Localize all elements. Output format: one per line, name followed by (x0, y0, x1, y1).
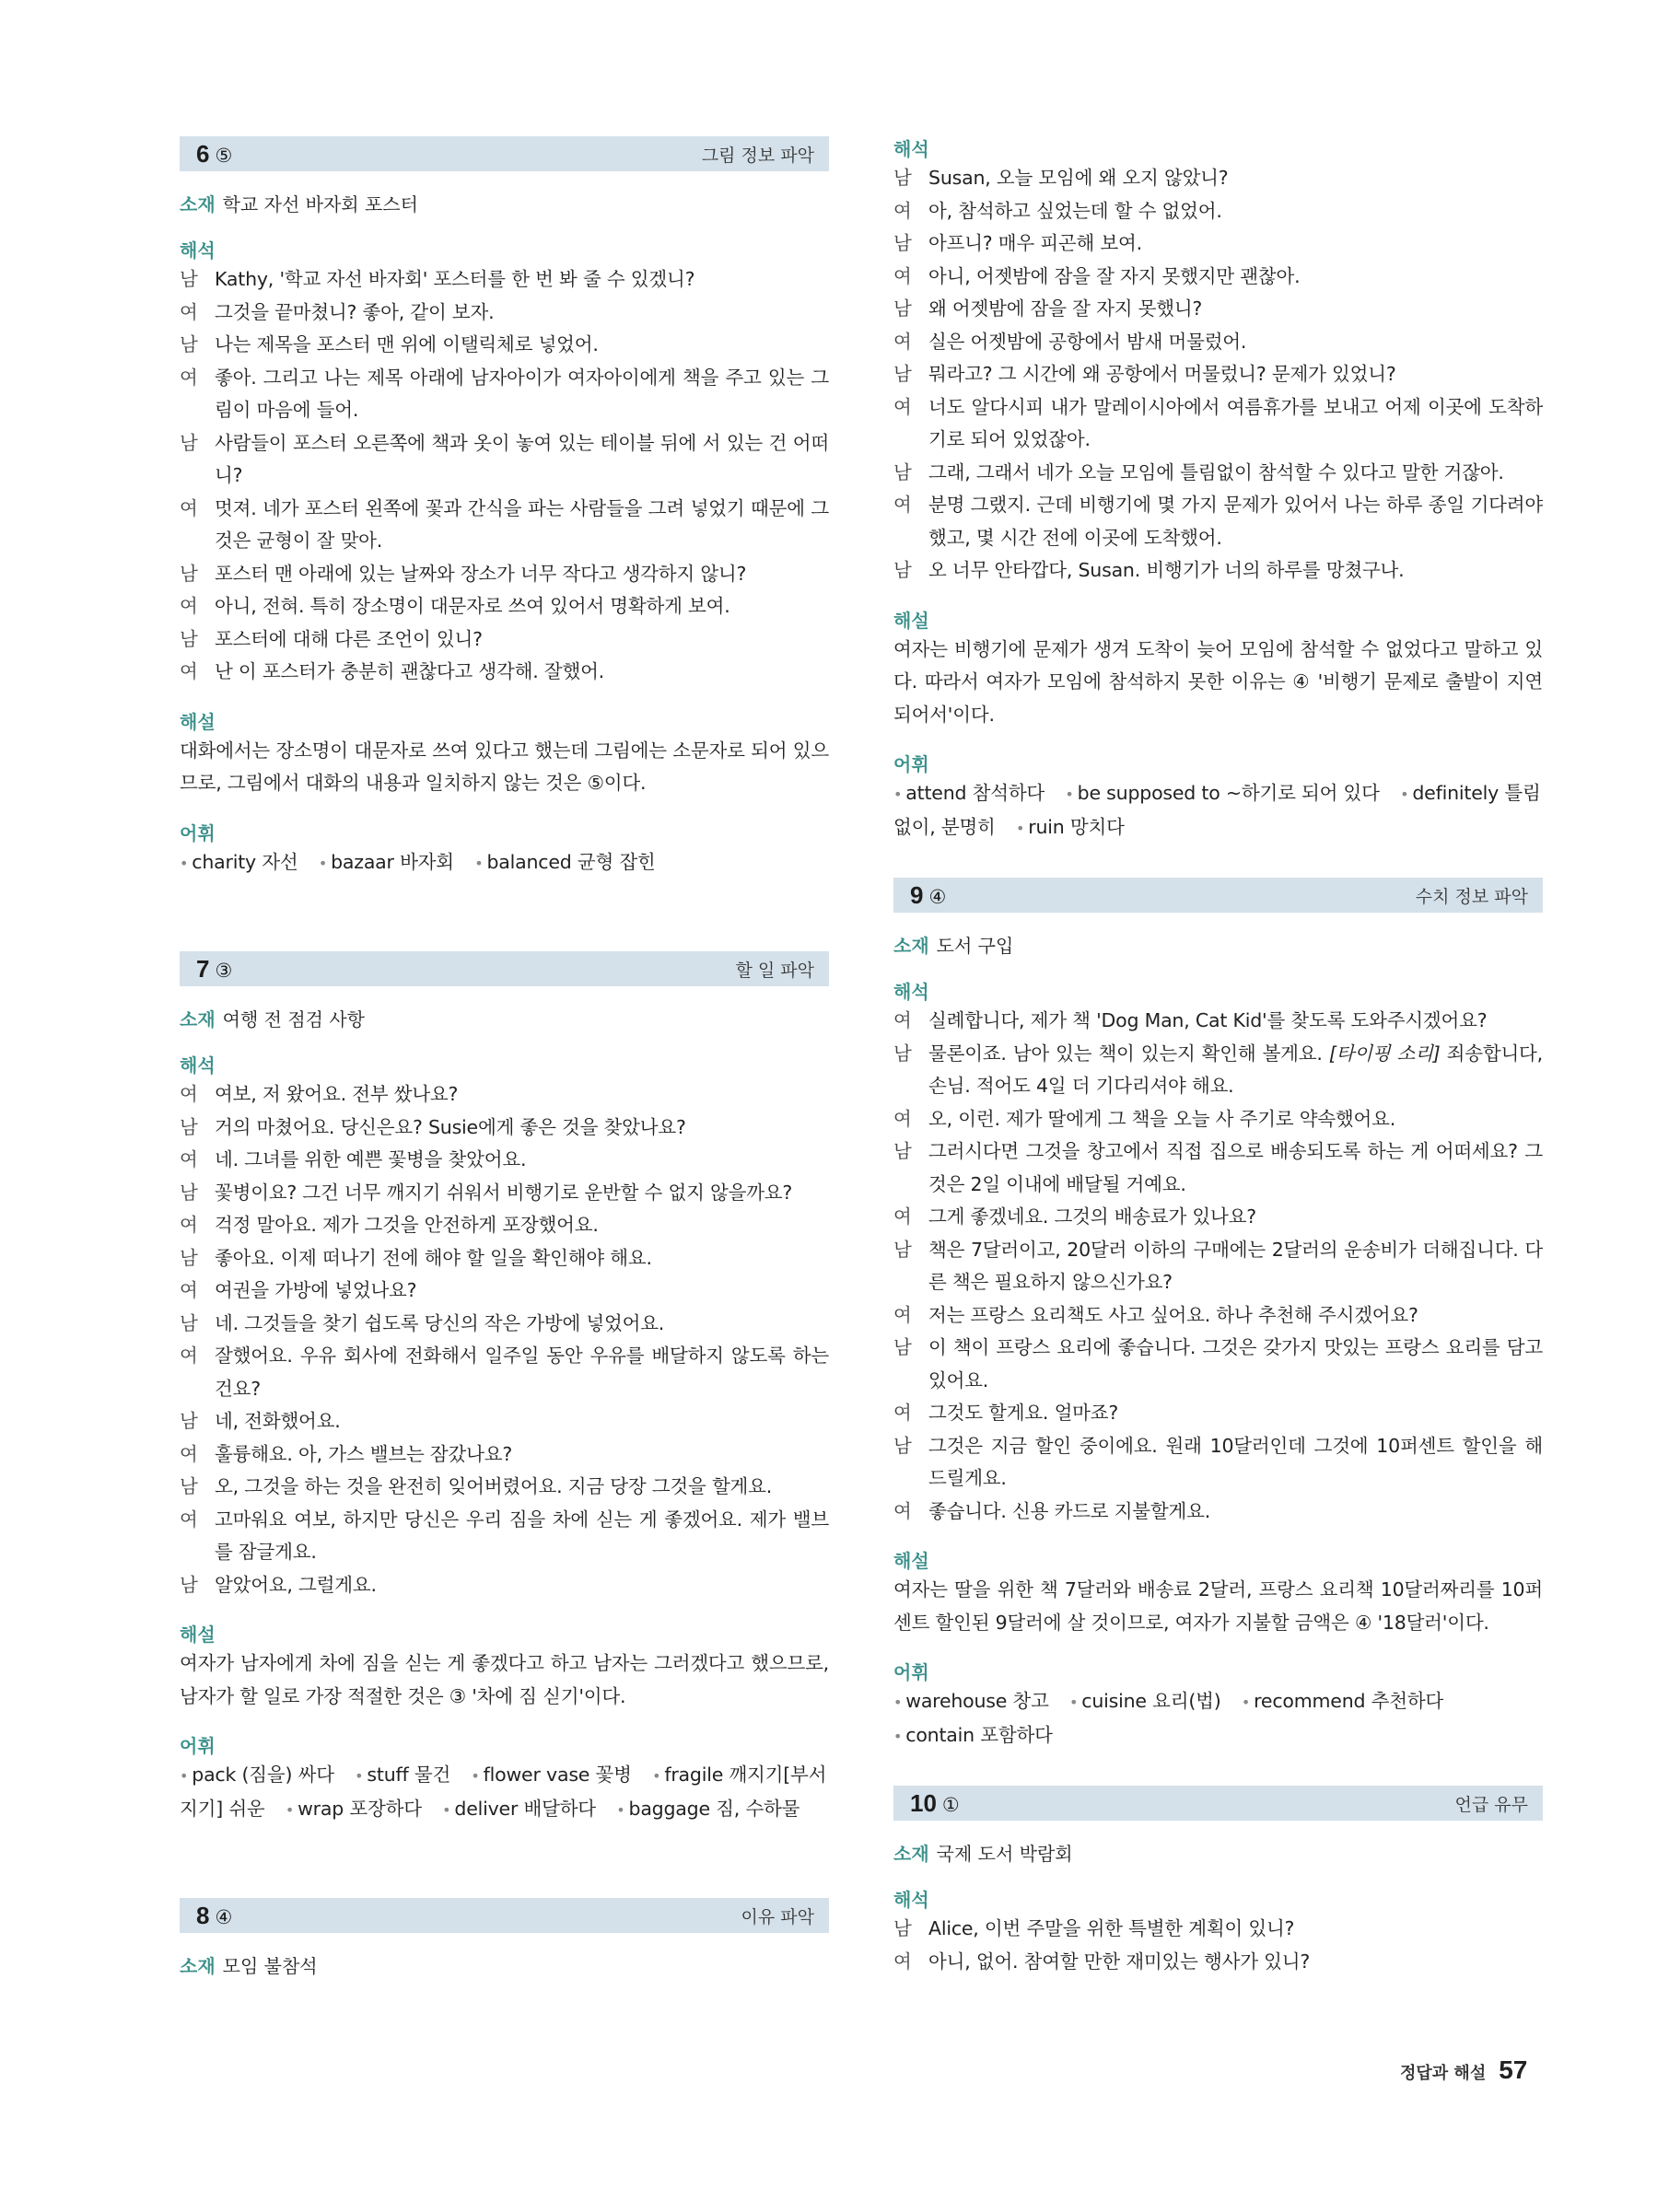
speaker: 여 (893, 1107, 912, 1130)
question-number: 8 ④ (196, 1901, 233, 1929)
speaker: 남 (893, 1238, 912, 1261)
dialogue (893, 1913, 1543, 1978)
dialogue-line (893, 1234, 1543, 1299)
vocab-item: • wrap 포장하다 (286, 1798, 422, 1820)
translation-label: 해석 (893, 1889, 929, 1911)
utterance: Kathy, '학교 자선 바자회' 포스터를 한 번 봐 줄 수 있겠니? (215, 268, 695, 290)
utterance: 이 책이 프랑스 요리에 좋습니다. 그것은 갖가지 맛있는 프랑스 요리를 담고 있어요. (928, 1336, 1543, 1391)
explanation-text: 여자가 남자에게 차에 짐을 싣는 게 좋겠다고 하고 남자는 그러겠다고 했으므로, 남자가 할 일로 가장 적절한 것은 ③ '차에 짐 싣기'이다. (180, 1652, 829, 1707)
explanation-text: 대화에서는 장소명이 대문자로 쓰여 있다고 했는데 그림에는 소문자로 되어 있으므로, 그림에서 대화의 내용과 일치하지 않는 것은 ⑤이다. (180, 739, 829, 794)
speaker: 여 (893, 1950, 912, 1973)
question-type: 수치 정보 파악 (1415, 886, 1528, 907)
dialogue-line (180, 1144, 829, 1177)
utterance: 잘했어요. 우유 회사에 전화해서 일주일 동안 우유를 배달하지 않도록 하는 건요? (215, 1345, 829, 1400)
answer-mark: ④ (215, 1906, 233, 1928)
speaker: 여 (893, 1499, 912, 1522)
dialogue-line (893, 391, 1543, 457)
speaker: 남 (180, 562, 198, 585)
dialogue-line (893, 1397, 1543, 1430)
speaker: 여 (893, 1402, 912, 1424)
dialogue-line (893, 1946, 1543, 1979)
explanation-label: 해설 (180, 710, 216, 733)
topic-line (893, 933, 1543, 959)
utterance: 네. 그녀를 위한 예쁜 꽃병을 찾았어요. (215, 1148, 527, 1170)
utterance: 알았어요, 그럴게요. (215, 1573, 377, 1596)
speaker: 남 (180, 1573, 198, 1596)
utterance: 훌륭해요. 아, 가스 밸브는 잠갔나요? (215, 1442, 513, 1465)
speaker: 여 (893, 1205, 912, 1228)
speaker: 여 (180, 1279, 198, 1301)
sound-effect: [타이핑 소리] (1328, 1042, 1441, 1065)
dialogue-line (180, 590, 829, 623)
dialogue-line (180, 1471, 829, 1504)
utterance: 네, 전화했어요. (215, 1410, 341, 1432)
utterance: 좋아. 그리고 나는 제목 아래에 남자아이가 여자아이에게 책을 주고 있는 그림이 마음에 들어. (215, 366, 829, 421)
vocab-item: • bazaar 바자회 (319, 851, 454, 873)
vocabulary-label: 어휘 (180, 1735, 216, 1757)
answer-mark: ① (941, 1794, 960, 1816)
dialogue-line (180, 1340, 829, 1405)
explanation-text: 여자는 비행기에 문제가 생겨 도착이 늦어 모임에 참석할 수 없었다고 말하고 있다. 따라서 여자가 모임에 참석하지 못한 이유는 ④ '비행기 문제로 출발이 지연되어서'이다. (893, 637, 1543, 726)
utterance: 분명 그랬지. 근데 비행기에 몇 가지 문제가 있어서 나는 하루 종일 기다려야 했고, 몇 시간 전에 이곳에 도착했어. (928, 494, 1543, 549)
explanation-text: 여자는 딸을 위한 책 7달러와 배송료 2달러, 프랑스 요리책 10달러짜리를 10퍼센트 할인된 9달러에 살 것이므로, 여자가 지불할 금액은 ④ '18달러'이다. (893, 1578, 1543, 1634)
question-type: 이유 파악 (741, 1906, 814, 1927)
speaker: 남 (180, 1181, 198, 1204)
dialogue-line (893, 293, 1543, 326)
dialogue-line (893, 1496, 1543, 1529)
speaker: 남 (893, 559, 912, 581)
speaker: 남 (180, 1246, 198, 1269)
utterance: 난 이 포스터가 충분히 괜찮다고 생각해. 잘했어. (215, 660, 604, 682)
speaker: 여 (180, 1345, 198, 1367)
speaker: 남 (893, 232, 912, 254)
utterance: 거의 마쳤어요. 당신은요? Susie에게 좋은 것을 찾았나요? (215, 1115, 686, 1138)
utterance: 저는 프랑스 요리책도 사고 싶어요. 하나 추천해 주시겠어요? (928, 1303, 1418, 1326)
question-header-7 (180, 951, 829, 986)
dialogue-line (893, 1201, 1543, 1234)
speaker: 여 (180, 660, 198, 682)
vocab-item: • be supposed to ~하기로 되어 있다 (1065, 782, 1379, 804)
topic-label: 소재 (893, 1843, 929, 1865)
vocabulary-label: 어휘 (180, 821, 216, 844)
topic-label: 소재 (893, 935, 929, 957)
dialogue-line (893, 554, 1543, 588)
page-number: 57 (1499, 2055, 1528, 2084)
vocab-item: • cuisine 요리(법) (1069, 1690, 1221, 1712)
utterance: 오 너무 안타깝다, Susan. 비행기가 너의 하루를 망쳤구나. (928, 559, 1405, 581)
topic-line (180, 1953, 829, 1979)
utterance: 꽃병이요? 그건 너무 깨지기 쉬워서 비행기로 운반할 수 없지 않을까요? (215, 1181, 793, 1204)
speaker: 여 (180, 595, 198, 617)
dialogue-line (180, 263, 829, 297)
left-column (180, 136, 829, 1979)
dialogue-line (180, 1112, 829, 1145)
utterance: 네. 그것들을 찾기 쉽도록 당신의 작은 가방에 넣었어요. (215, 1311, 665, 1334)
dialogue-line (893, 1038, 1543, 1103)
dialogue-line (893, 1299, 1543, 1333)
question-number: 7 ③ (196, 954, 233, 983)
speaker: 남 (180, 627, 198, 650)
topic-line (893, 1841, 1543, 1867)
speaker: 여 (180, 1083, 198, 1105)
utterance: 포스터에 대해 다른 조언이 있니? (215, 627, 483, 650)
utterance: 실은 어젯밤에 공항에서 밤새 머물렀어. (928, 330, 1247, 353)
question-header-10 (893, 1786, 1543, 1821)
utterance: 고마워요 여보, 하지만 당신은 우리 짐을 차에 싣는 게 좋겠어요. 제가 밸브를 잠글게요. (215, 1508, 829, 1563)
dialogue-line (893, 1430, 1543, 1496)
vocab-item: • contain 포함하다 (893, 1724, 1053, 1746)
speaker: 남 (180, 1115, 198, 1138)
speaker: 남 (180, 1410, 198, 1432)
explanation-label: 해설 (893, 1550, 929, 1572)
utterance: 그것을 끝마쳤니? 좋아, 같이 보자. (215, 300, 495, 323)
dialogue-line (180, 1177, 829, 1210)
dialogue-line (893, 1135, 1543, 1201)
utterance: 걱정 말아요. 제가 그것을 안전하게 포장했어요. (215, 1214, 599, 1236)
dialogue-line (893, 326, 1543, 359)
speaker: 남 (180, 431, 198, 454)
utterance: 아니, 전혀. 특히 장소명이 대문자로 쓰여 있어서 명확하게 보여. (215, 595, 730, 617)
dialogue-line (893, 1005, 1543, 1038)
utterance: 좋습니다. 신용 카드로 지불할게요. (928, 1499, 1211, 1522)
dialogue (180, 1078, 829, 1601)
vocabulary-label: 어휘 (893, 753, 929, 775)
utterance: 포스터 맨 아래에 있는 날짜와 장소가 너무 작다고 생각하지 않니? (215, 562, 747, 585)
speaker: 여 (180, 1442, 198, 1465)
utterance: 너도 알다시피 내가 말레이시아에서 여름휴가를 보내고 어제 이곳에 도착하기로 되어 있었잖아. (928, 395, 1543, 450)
question-number: 9 ④ (910, 880, 947, 909)
utterance: Alice, 이번 주말을 위한 특별한 계획이 있니? (928, 1917, 1295, 1939)
utterance: 아니, 어젯밤에 잠을 잘 자지 못했지만 괜찮아. (928, 264, 1301, 287)
footer-title: 정답과 해설 (1400, 2064, 1487, 2083)
translation-label: 해석 (893, 981, 929, 1003)
speaker: 여 (180, 1508, 198, 1531)
speaker: 여 (893, 1303, 912, 1326)
vocabulary-list (893, 777, 1543, 844)
speaker: 여 (180, 1148, 198, 1170)
vocab-item: • warehouse 창고 (893, 1690, 1049, 1712)
topic-line (180, 192, 829, 217)
dialogue-line (893, 358, 1543, 391)
dialogue-line (893, 1332, 1543, 1397)
speaker: 남 (893, 297, 912, 320)
utterance: 사람들이 포스터 오른쪽에 책과 옷이 놓여 있는 테이블 뒤에 서 있는 건 어떠니? (215, 431, 829, 486)
question-header-8 (180, 1898, 829, 1933)
utterance: 오, 그것을 하는 것을 완전히 잊어버렸어요. 지금 당장 그것을 할게요. (215, 1475, 773, 1497)
question-number: 10 ① (910, 1788, 960, 1817)
answer-mark: ④ (928, 886, 947, 908)
speaker: 여 (893, 264, 912, 287)
dialogue-line (180, 1078, 829, 1112)
page-footer (1400, 2055, 1527, 2085)
dialogue-line (893, 457, 1543, 490)
topic-text: 여행 전 점검 사항 (222, 1008, 365, 1030)
utterance: 여보, 저 왔어요. 전부 쌌나요? (215, 1083, 459, 1105)
dialogue-line (893, 227, 1543, 261)
utterance: 그래, 그래서 네가 오늘 모임에 틀림없이 참석할 수 있다고 말한 거잖아. (928, 460, 1504, 483)
dialogue-line (180, 656, 829, 689)
speaker: 남 (893, 1140, 912, 1162)
vocabulary-label: 어휘 (893, 1661, 929, 1683)
speaker: 남 (180, 1475, 198, 1497)
answer-mark: ⑤ (215, 145, 233, 167)
dialogue-line (180, 427, 829, 493)
topic-text: 국제 도서 박람회 (936, 1843, 1073, 1865)
speaker: 남 (893, 460, 912, 483)
utterance: 뭐라고? 그 시간에 왜 공항에서 머물렀니? 문제가 있었니? (928, 363, 1396, 385)
dialogue-line (180, 1275, 829, 1308)
utterance: 물론이죠. 남아 있는 책이 있는지 확인해 볼게요. [타이핑 소리] 죄송합니다, 손님. 적어도 4일 더 기다리셔야 해요. (928, 1042, 1543, 1097)
speaker: 여 (893, 1009, 912, 1031)
translation-label: 해석 (893, 138, 929, 160)
speaker: 여 (893, 395, 912, 418)
utterance: 그러시다면 그것을 창고에서 직접 집으로 배송되도록 하는 게 어떠세요? 그것은 2일 이내에 배달될 거예요. (928, 1140, 1543, 1195)
dialogue-line (180, 1209, 829, 1242)
dialogue-line (180, 493, 829, 558)
speaker: 여 (893, 330, 912, 353)
vocabulary-list (893, 1685, 1543, 1752)
speaker: 남 (893, 363, 912, 385)
vocab-item: • definitely 틀림없이, 분명히 (893, 782, 1541, 838)
utterance: 아프니? 매우 피곤해 보여. (928, 232, 1142, 254)
question-type: 그림 정보 파악 (701, 145, 814, 166)
speaker: 남 (180, 333, 198, 355)
dialogue-line (180, 1438, 829, 1472)
dialogue (893, 1005, 1543, 1528)
utterance: 실례합니다, 제가 책 'Dog Man, Cat Kid'를 찾도록 도와주시겠어요? (928, 1009, 1488, 1031)
dialogue-line (180, 558, 829, 591)
speaker: 여 (180, 366, 198, 389)
question-type: 할 일 파악 (735, 960, 814, 981)
translation-label: 해석 (180, 1054, 216, 1077)
dialogue-line (180, 1504, 829, 1569)
vocab-item: • ruin 망치다 (1016, 816, 1125, 838)
utterance: 아니, 없어. 참여할 만한 재미있는 행사가 있니? (928, 1950, 1311, 1973)
speaker: 여 (180, 300, 198, 323)
vocab-item: • baggage 짐, 수하물 (616, 1798, 799, 1820)
dialogue-line (180, 1308, 829, 1341)
utterance: 아, 참석하고 싶었는데 할 수 없었어. (928, 199, 1222, 222)
dialogue-line (180, 623, 829, 657)
speaker: 남 (893, 167, 912, 189)
question-header-6 (180, 136, 829, 171)
vocab-item: • balanced 균형 잡힌 (474, 851, 655, 873)
utterance: 여권을 가방에 넣었나요? (215, 1279, 417, 1301)
dialogue-line (893, 261, 1543, 294)
vocabulary-list (180, 846, 829, 880)
dialogue-line (893, 489, 1543, 554)
utterance: 책은 7달러이고, 20달러 이하의 구매에는 2달러의 운송비가 더해집니다. 다른 책은 필요하지 않으신가요? (928, 1238, 1543, 1293)
dialogue-line (180, 362, 829, 427)
topic-text: 학교 자선 바자회 포스터 (222, 193, 418, 215)
vocab-item: • attend 참석하다 (893, 782, 1045, 804)
utterance: Susan, 오늘 모임에 왜 오지 않았니? (928, 167, 1229, 189)
dialogue-line (893, 162, 1543, 195)
dialogue-line (893, 1913, 1543, 1946)
vocab-item: • fragile 깨지기[부서지기] 쉬운 (180, 1764, 826, 1820)
speaker: 남 (893, 1336, 912, 1358)
speaker: 여 (180, 1214, 198, 1236)
question-header-9 (893, 878, 1543, 913)
dialogue-line (180, 329, 829, 362)
topic-text: 도서 구입 (936, 935, 1014, 957)
speaker: 여 (893, 199, 912, 222)
topic-label: 소재 (180, 1955, 216, 1977)
topic-text: 모임 불참석 (222, 1955, 318, 1977)
speaker: 남 (893, 1042, 912, 1065)
speaker: 남 (893, 1434, 912, 1457)
answer-mark: ③ (215, 960, 233, 982)
dialogue (893, 162, 1543, 588)
speaker: 남 (893, 1917, 912, 1939)
dialogue-line (180, 297, 829, 330)
vocabulary-list (180, 1759, 829, 1826)
utterance: 좋아요. 이제 떠나기 전에 해야 할 일을 확인해야 해요. (215, 1246, 652, 1269)
utterance: 나는 제목을 포스터 맨 위에 이탤릭체로 넣었어. (215, 333, 599, 355)
topic-line (180, 1007, 829, 1032)
dialogue-line (180, 1242, 829, 1275)
speaker: 여 (893, 494, 912, 516)
utterance: 왜 어젯밤에 잠을 잘 자지 못했니? (928, 297, 1203, 320)
dialogue-line (180, 1569, 829, 1602)
topic-label: 소재 (180, 1008, 216, 1030)
dialogue-line (893, 195, 1543, 228)
question-number: 6 ⑤ (196, 139, 233, 168)
right-column (893, 136, 1543, 1978)
utterance: 오, 이런. 제가 딸에게 그 책을 오늘 사 주기로 약속했어요. (928, 1107, 1396, 1130)
dialogue-line (893, 1103, 1543, 1136)
explanation-label: 해설 (180, 1624, 216, 1646)
utterance: 멋져. 네가 포스터 왼쪽에 꽃과 간식을 파는 사람들을 그려 넣었기 때문에 그것은 균형이 잘 맞아. (215, 496, 829, 552)
speaker: 남 (180, 268, 198, 290)
vocab-item: • charity 자선 (180, 851, 298, 873)
vocab-item: • flower vase 꽃병 (471, 1764, 631, 1786)
vocab-item: • pack (짐을) 싸다 (180, 1764, 334, 1786)
utterance: 그것은 지금 할인 중이에요. 원래 10달러인데 그것에 10퍼센트 할인을 해 드릴게요. (928, 1434, 1543, 1489)
vocab-item: • recommend 추천하다 (1242, 1690, 1443, 1712)
vocab-item: • deliver 배달하다 (442, 1798, 596, 1820)
explanation-label: 해설 (893, 609, 929, 632)
translation-label: 해석 (180, 239, 216, 262)
topic-label: 소재 (180, 193, 216, 215)
utterance: 그것도 할게요. 얼마죠? (928, 1402, 1119, 1424)
dialogue (180, 263, 829, 689)
question-type: 언급 유무 (1454, 1794, 1528, 1815)
speaker: 여 (180, 496, 198, 519)
dialogue-line (180, 1405, 829, 1438)
vocab-item: • stuff 물건 (355, 1764, 450, 1786)
speaker: 남 (180, 1311, 198, 1334)
utterance: 그게 좋겠네요. 그것의 배송료가 있나요? (928, 1205, 1256, 1228)
